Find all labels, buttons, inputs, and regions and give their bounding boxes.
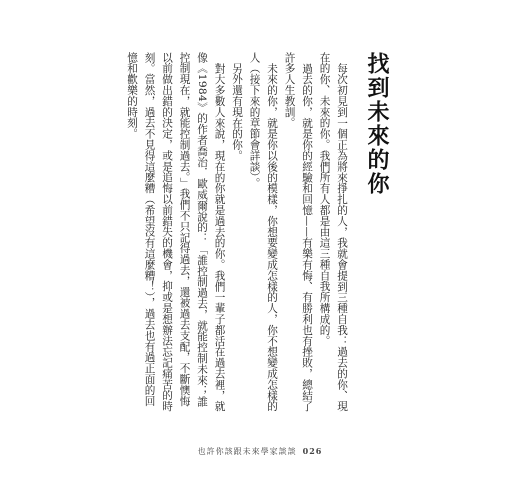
- body-text: [110, 52, 350, 412]
- running-title: 也許你該跟未來學家談談: [197, 447, 297, 456]
- paragraph: 未來的你，就是你以後的模樣，你想要變成怎樣的人，你不想變成怎樣的人（接下來的章節會詳談）。: [248, 52, 278, 412]
- paragraph: 每次初見到一個正為將來掙扎的人，我就會提到三種自我：過去的你、現在的你、未來的你。我們所有人都是由這三種自我所構成的。: [318, 52, 348, 412]
- page-footer: [0, 446, 520, 457]
- paragraph: 過去的你，就是你的經驗和回憶——有樂有悔、有勝利也有挫敗，總結了許多人生教訓。: [283, 52, 313, 412]
- page-number: 026: [302, 446, 323, 456]
- chapter-title: 找到未來的你: [364, 52, 390, 196]
- paragraph: 對大多數人來說，現在的你就是過去的你。我們一輩子都活在過去裡，就像《1984》的作者喬治．歐威爾說的：「誰控制過去，就能控制未來；誰控制現在，就能控制過去。」我們不只記得過去，還被過去支配，不斷懊悔以前做出錯的決定，或是追悔以前錯失的機會，抑或是想辦法忘記痛苦的時刻。當然，過去不見得這麼糟（希望沒有這麼糟！），過去也有過正面的回憶和歡樂的時刻。: [126, 52, 226, 412]
- paragraph: 另外還有現在的你。: [231, 62, 243, 161]
